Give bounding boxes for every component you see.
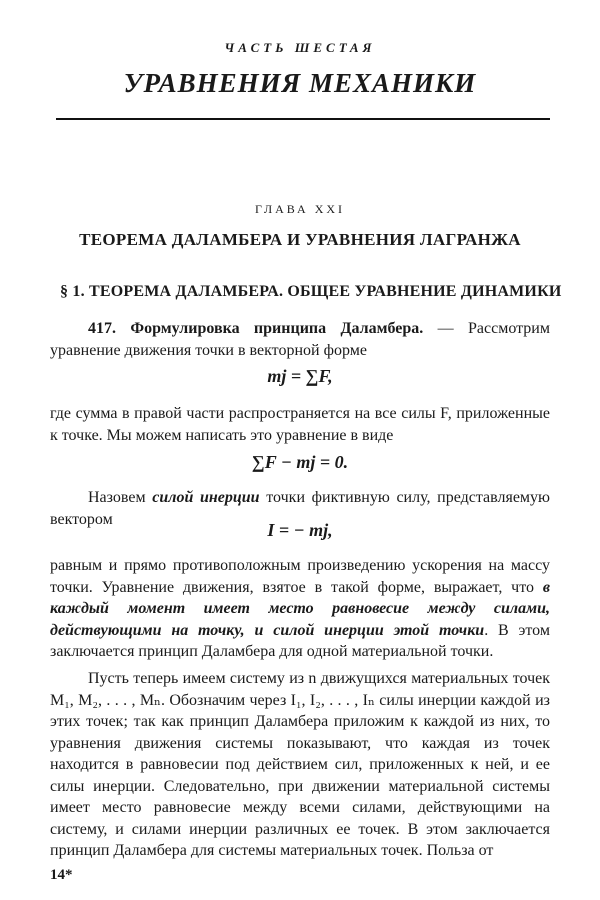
paragraph-text: Пусть теперь имеем систему из n движущихся материальных точек M₁, M₂, . . . , Mₙ. Обозначим через I₁, I₂, . . . , Iₙ силы инерции каждой из этих точек; так как принцип Даламбера приложим к каждой из них, то уравнения движения системы показывают, что каждая из точек находится в равновесии под действием сил, приложенных к ней, и ее силы инерции. Следовательно, при движении материальной системы имеет место равновесие между всеми силами, действующими на систему, и силами инерции различных ее точек. В этом заключается принцип Даламбера для системы материальных точек. Польза от [50,670,550,859]
emphasized-term: силой инерции [152,489,260,506]
emphasized-statement: в каждый момент имеет место равновесие между силами, действующими на точку, и силой инерции этой точки [50,578,550,639]
paragraph-text: равным и прямо противоположным произведению ускорения на массу точки. Уравнение движения, взятое в такой форме, выражает, что [50,557,550,596]
section-title: § 1. ТЕОРЕМА ДАЛАМБЕРА. ОБЩЕЕ УРАВНЕНИЕ ДИНАМИКИ [60,283,562,300]
formula-rewritten: ∑F − mj = 0. [251,452,349,472]
paragraph-principle-system [50,668,550,862]
paragraph-text: Назовем [88,489,153,506]
header-rule [56,118,550,120]
paragraph-text: точки фиктивную силу, представляемую вектором [50,489,551,528]
part-label: ЧАСТЬ ШЕСТАЯ [224,40,376,55]
page-number: 14* [50,867,73,883]
paragraph-text: . В этом заключается принцип Даламбера для одной материальной точки. [50,621,551,660]
paragraph-text: — Рассмотрим уравнение движения точки в векторной форме [50,320,550,359]
formula-equation-of-motion: mj = ∑F, [267,366,333,386]
paragraph-forces [50,403,550,446]
chapter-title: ТЕОРЕМА ДАЛАМБЕРА И УРАВНЕНИЯ ЛАГРАНЖА [79,230,521,249]
paragraph-417 [50,318,550,361]
formula-inertia-vector: I = − mj, [267,520,333,540]
paragraph-heading: 417. Формулировка принципа Даламбера. [88,320,424,337]
paragraph-principle-point [50,555,550,663]
part-title: УРАВНЕНИЯ МЕХАНИКИ [123,68,477,98]
paragraph-text: где сумма в правой части распространяется на все силы F, приложенные к точке. Мы можем написать это уравнение в виде [50,405,550,444]
chapter-label: ГЛАВА XXI [254,202,346,216]
